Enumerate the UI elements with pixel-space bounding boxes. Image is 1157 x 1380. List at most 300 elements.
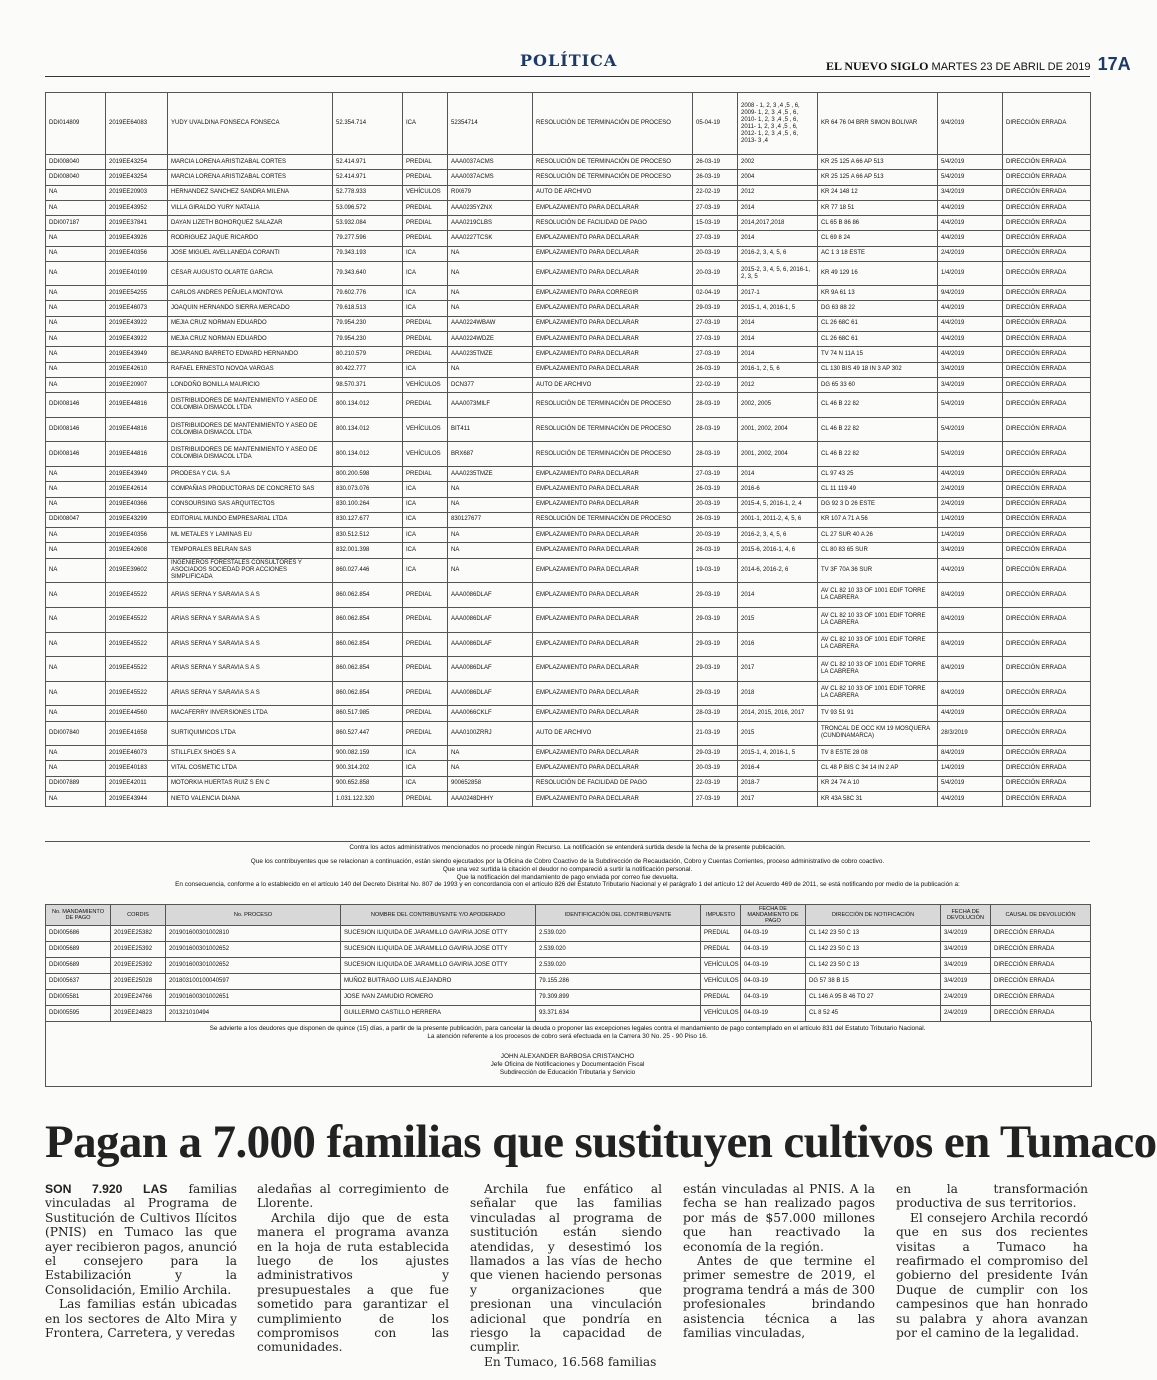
table-cell: 2.539.020 [536,926,701,942]
table-cell: AAA0086DLAF [448,607,533,632]
table-cell: 800.200.598 [333,466,403,481]
table-header-row [46,905,1091,926]
table-cell: 1/4/2019 [938,761,1003,776]
table-row [46,185,1091,200]
table-cell: NA [46,497,106,512]
table-cell: 201321010494 [166,1006,341,1022]
table-cell: AV CL 82 10 33 OF 1001 EDIF TORRE LA CABRERA [818,681,938,706]
table-cell: BEJARANO BARRETO EDWARD HERNANDO [168,347,333,362]
table-cell: STILLFLEX SHOES S A [168,746,333,761]
article-column-1 [45,1182,237,1342]
table-cell: 201901600301002652 [166,942,341,958]
table-cell: DDI014809 [46,93,106,155]
table-cell: PREDIAL [701,942,741,958]
table-cell: EMPLAZAMIENTO PARA DECLARAR [533,558,693,583]
table-cell: 2018 [738,681,818,706]
table-cell: ICA [403,512,448,527]
table-cell: NA [46,200,106,215]
table-cell: 2014 [738,316,818,331]
table-row [46,316,1091,331]
table-cell: KR 9A 61 13 [818,286,938,301]
table-cell: 8/4/2019 [938,746,1003,761]
table-cell: 2019EE43922 [106,331,168,346]
table-cell: 2019EE64083 [106,93,168,155]
table-cell: 3/4/2019 [938,185,1003,200]
table-row [46,942,1091,958]
table-cell: TEMPORALES BELRAN SAS [168,543,333,558]
table-cell: 860.062.854 [333,681,403,706]
table-cell: DIRECCIÓN ERRADA [1003,155,1091,170]
table-cell: 53.096.572 [333,200,403,215]
table-cell: EMPLAZAMIENTO PARA DECLARAR [533,316,693,331]
table-cell: BRX687 [448,442,533,467]
table-cell: TV 74 N 11A 15 [818,347,938,362]
notice-line: Que los contribuyentes que se relacionan a continuación, están siendo ejecutados por la Oficina de Cobro Coactivo de la Subdirección de Recaudación, Cobro y Cuentas Corrientes, proceso administrativo de cobro coactivo. [250,858,885,865]
table-cell: AUTO DE ARCHIVO [533,377,693,392]
page-header [0,48,1132,76]
table-cell: 20-03-19 [693,262,738,286]
table-cell: DIRECCIÓN ERRADA [1003,721,1091,746]
table-cell: 2019EE43926 [106,231,168,246]
table-cell: 2004 [738,170,818,185]
table-cell: 5/4/2019 [938,155,1003,170]
table-cell: NA [448,362,533,377]
table-cell: 79.343.640 [333,262,403,286]
table-cell: DIRECCIÓN ERRADA [1003,246,1091,261]
table-cell: RESOLUCIÓN DE TERMINACIÓN DE PROCESO [533,442,693,467]
signer-name: JOHN ALEXANDER BARBOSA CRISTANCHO [500,1053,635,1060]
table-cell: 830127677 [448,512,533,527]
table-cell: 05-04-19 [693,93,738,155]
table-cell: 2019EE25382 [111,926,166,942]
table-cell: AAA0235YZNX [448,200,533,215]
table-row [46,286,1091,301]
column-header: CAUSAL DE DEVOLUCIÓN [991,905,1091,926]
table-cell: 2019EE37841 [106,216,168,231]
table-cell: VITAL COSMETIC LTDA [168,761,333,776]
table-cell: 2014,2017,2018 [738,216,818,231]
table-cell: CARLOS ANDRES PEÑUELA MONTOYA [168,286,333,301]
table-cell: 2019EE43254 [106,170,168,185]
table-cell: VEHÍCULOS [701,1006,741,1022]
table-cell: DIRECCIÓN ERRADA [1003,231,1091,246]
table-cell: 4/4/2019 [938,200,1003,215]
table-cell: VEHÍCULOS [701,958,741,974]
table-row [46,393,1091,418]
table-cell: 3/4/2019 [938,377,1003,392]
table-cell: 79.618.513 [333,301,403,316]
notice-line: Que la notificación del mandamiento de pago enviada por correo fue devuelta. [456,873,679,881]
table-cell: 4/4/2019 [938,347,1003,362]
deadline-notice [45,1025,1090,1041]
table-cell: DCN377 [448,377,533,392]
table-cell: 15-03-19 [693,216,738,231]
no-recourse-note: Contra los actos administrativos mencionados no procede ningún Recurso. La notificación se entenderá surtida desde la fecha de la presente publicación. [45,841,1090,852]
table-cell: 2019EE25028 [111,974,166,990]
table-cell: 832.001.398 [333,543,403,558]
table-cell: 04-03-19 [741,958,806,974]
table-cell: DDI005689 [46,958,111,974]
table-cell: 28-03-19 [693,442,738,467]
table-cell: DIRECCIÓN ERRADA [991,990,1091,1006]
table-cell: 79.309.899 [536,990,701,1006]
table-row [46,990,1091,1006]
table-cell: 27-03-19 [693,466,738,481]
table-cell: AAA0086DLAF [448,632,533,657]
table-cell: MARCIA LORENA ARISTIZABAL CORTES [168,155,333,170]
table-cell: KR 24 148 12 [818,185,938,200]
table-cell: NA [46,706,106,721]
table-cell: EDITORIAL MUNDO EMPRESARIAL LTDA [168,512,333,527]
table-cell: 2014 [738,231,818,246]
table-cell: 27-03-19 [693,200,738,215]
table-cell: ICA [403,761,448,776]
table-cell: 79.602.776 [333,286,403,301]
table-cell: NA [46,231,106,246]
table-cell: 2012 [738,185,818,200]
table-cell: 29-03-19 [693,607,738,632]
table-cell: CL 11 119 49 [818,482,938,497]
enforcement-notice [45,858,1090,889]
table-cell: PREDIAL [403,607,448,632]
table-cell: EMPLAZAMIENTO PARA DECLARAR [533,347,693,362]
table-row [46,466,1091,481]
table-cell: ARIAS SERNA Y SARAVIA S A S [168,632,333,657]
table-cell: 2019EE43949 [106,347,168,362]
table-cell: NA [448,528,533,543]
table-cell: 5/4/2019 [938,776,1003,791]
table-cell: DIRECCIÓN ERRADA [991,926,1091,942]
table-cell: NA [46,316,106,331]
table-cell: EMPLAZAMIENTO PARA DECLARAR [533,583,693,608]
table-cell: SUCESION ILIQUIDA DE JARAMILLO GAVIRIA JOSE OTTY [341,942,536,958]
table-cell: ICA [403,482,448,497]
table-cell: 79.954.230 [333,331,403,346]
table-cell: RODRIGUEZ JAQUE RICARDO [168,231,333,246]
table-cell: 2019EE44816 [106,417,168,442]
table-cell: NA [448,746,533,761]
table-cell: 800.134.012 [333,393,403,418]
table-cell: 2014 [738,583,818,608]
table-cell: 26-03-19 [693,170,738,185]
table-cell: NA [46,362,106,377]
table-cell: 860.062.854 [333,657,403,682]
table-cell: 4/4/2019 [938,792,1003,807]
column-header: IDENTIFICACIÓN DEL CONTRIBUYENTE [536,905,701,926]
column-header: FECHA DE MANDAMIENTO DE PAGO [741,905,806,926]
table-row [46,442,1091,467]
table-cell: 8/4/2019 [938,632,1003,657]
table-row [46,528,1091,543]
table-cell: 2019EE39602 [106,558,168,583]
table-cell: 04-03-19 [741,974,806,990]
table-cell: DG 65 33 60 [818,377,938,392]
article-text: Antes de que termine el primer semestre de 2019, el programa tendrá a más de 300 profesionales brindando asistencia técnica a las familias vinculadas, [683,1254,875,1341]
table-cell: NIETO VALENCIA DIANA [168,792,333,807]
table-cell: DIRECCIÓN ERRADA [1003,632,1091,657]
table-cell: NA [448,286,533,301]
notifications-table [45,92,1091,807]
table-cell: 1.031.122.320 [333,792,403,807]
table-cell: DIRECCIÓN ERRADA [1003,286,1091,301]
table-cell: ARIAS SERNA Y SARAVIA S A S [168,657,333,682]
table-cell: 4/4/2019 [938,558,1003,583]
table-cell: 04-03-19 [741,990,806,1006]
table-cell: 2019EE45522 [106,657,168,682]
table-cell: 2017 [738,657,818,682]
table-cell: 93.371.634 [536,1006,701,1022]
table-cell: 29-03-19 [693,301,738,316]
table-cell: AAA0224WBAW [448,316,533,331]
page-number: 17A [1097,54,1131,74]
table-cell: DIRECCIÓN ERRADA [1003,170,1091,185]
table-cell: 2014 [738,200,818,215]
table-cell: DG 92 3 D 26 ESTE [818,497,938,512]
table-cell: ARIAS SERNA Y SARAVIA S A S [168,681,333,706]
table-row [46,362,1091,377]
table-cell: KR 24 74 A 10 [818,776,938,791]
table-cell: NA [448,301,533,316]
table-cell: 2019EE40356 [106,528,168,543]
table-cell: CL 97 43 25 [818,466,938,481]
table-cell: MOTORKIA HUERTAS RUIZ S EN C [168,776,333,791]
table-cell: 52.414.971 [333,155,403,170]
table-row [46,926,1091,942]
signer-title: Jefe Oficina de Notificaciones y Documentación Fiscal [490,1060,645,1068]
table-cell: KR 25 125 A 66 AP 513 [818,170,938,185]
table-row [46,657,1091,682]
table-cell: NA [46,286,106,301]
table-cell: 900.314.202 [333,761,403,776]
table-cell: 3/4/2019 [941,974,991,990]
table-cell: 4/4/2019 [938,231,1003,246]
table-cell: 52.778.933 [333,185,403,200]
table-cell: 860.062.854 [333,607,403,632]
paper-info [826,54,1131,75]
table-cell: 22-03-19 [693,776,738,791]
table-cell: ICA [403,262,448,286]
table-cell: 2019EE54255 [106,286,168,301]
table-cell: EMPLAZAMIENTO PARA DECLARAR [533,262,693,286]
table-row [46,155,1091,170]
table-cell: 27-03-19 [693,316,738,331]
table-cell: 2001-1, 2011-2, 4, 5, 6 [738,512,818,527]
table-cell: 2017 [738,792,818,807]
table-cell: DDI008146 [46,442,106,467]
table-cell: 2019EE44816 [106,393,168,418]
table-cell: CL 46 B 22 82 [818,393,938,418]
table-cell: RESOLUCIÓN DE TERMINACIÓN DE PROCESO [533,170,693,185]
table-cell: DDI007889 [46,776,106,791]
table-cell: PREDIAL [403,155,448,170]
table-cell: 2.539.020 [536,942,701,958]
table-cell: AAA0224WDZE [448,331,533,346]
table-cell: DIRECCIÓN ERRADA [1003,792,1091,807]
table-cell: 1/4/2019 [938,528,1003,543]
table-cell: 2/4/2019 [938,497,1003,512]
table-cell: 29-03-19 [693,657,738,682]
table-cell: 22-02-19 [693,185,738,200]
table-cell: DIRECCIÓN ERRADA [1003,216,1091,231]
article-lead: SON 7.920 LAS [45,1182,168,1196]
table-cell: 860.027.446 [333,558,403,583]
table-cell: PREDIAL [403,706,448,721]
table-cell: 8/4/2019 [938,681,1003,706]
table-cell: AV CL 82 10 33 OF 1001 EDIF TORRE LA CABRERA [818,607,938,632]
table-cell: JOAQUIN HERNANDO SIERRA MERCADO [168,301,333,316]
table-cell: 19-03-19 [693,558,738,583]
table-cell: 04-03-19 [741,1006,806,1022]
table-cell: EMPLAZAMIENTO PARA DECLARAR [533,792,693,807]
table-cell: NA [46,681,106,706]
table-cell: DIRECCIÓN ERRADA [1003,497,1091,512]
table-cell: CL 80 83 65 SUR [818,543,938,558]
table-cell: DIRECCIÓN ERRADA [1003,746,1091,761]
table-cell: 28-03-19 [693,706,738,721]
table-cell: 27-03-19 [693,331,738,346]
table-cell: BIT411 [448,417,533,442]
table-cell: 830.127.677 [333,512,403,527]
table-cell: KR 107 A 71 A 56 [818,512,938,527]
table-cell: CL 48 P BIS C 34 14 IN 2 AP [818,761,938,776]
table-cell: ICA [403,558,448,583]
table-cell: 2019EE43944 [106,792,168,807]
table-cell: 2015-1, 4, 2016-1, 5 [738,746,818,761]
table-cell: 21-03-19 [693,721,738,746]
table-cell: GUILLERMO CASTILLO HERRERA [341,1006,536,1022]
table-cell: 860.062.854 [333,632,403,657]
table-cell: NA [46,347,106,362]
table-cell: NA [46,331,106,346]
table-cell: 2019EE45522 [106,632,168,657]
table-cell: DIRECCIÓN ERRADA [1003,93,1091,155]
table-row [46,417,1091,442]
table-cell: 22-02-19 [693,377,738,392]
table-cell: RESOLUCIÓN DE TERMINACIÓN DE PROCESO [533,93,693,155]
table-row [46,93,1091,155]
table-cell: 2014 [738,331,818,346]
table-cell: ICA [403,776,448,791]
table-cell: DIRECCIÓN ERRADA [1003,657,1091,682]
table-cell: 2019EE40366 [106,497,168,512]
table-cell: KR 25 125 A 66 AP 513 [818,155,938,170]
table-row [46,200,1091,215]
table-cell: 2019EE25392 [111,942,166,958]
table-cell: PREDIAL [403,347,448,362]
table-cell: 201803100100040597 [166,974,341,990]
table-cell: VEHÍCULOS [403,442,448,467]
table-cell: 29-03-19 [693,681,738,706]
table-cell: NA [46,377,106,392]
table-cell: 20-03-19 [693,497,738,512]
table-cell: 02-04-19 [693,286,738,301]
table-cell: 2/4/2019 [938,246,1003,261]
table-cell: 1/4/2019 [938,262,1003,286]
table-cell: DAYAN LIZETH BOHORQUEZ SALAZAR [168,216,333,231]
table-cell: DIRECCIÓN ERRADA [1003,393,1091,418]
table-cell: EMPLAZAMIENTO PARA DECLARAR [533,482,693,497]
signature-block [45,1053,1090,1076]
table-cell: DDI008040 [46,170,106,185]
table-cell: DIRECCIÓN ERRADA [1003,543,1091,558]
table-cell: DIRECCIÓN ERRADA [1003,347,1091,362]
paper-name: EL NUEVO SIGLO [826,59,929,73]
table-cell: 2019EE43254 [106,155,168,170]
table-cell: PREDIAL [701,990,741,1006]
column-header: IMPUESTO [701,905,741,926]
table-cell: 2/4/2019 [941,990,991,1006]
table-cell: AAA0235TMZE [448,347,533,362]
table-cell: AAA0073MILF [448,393,533,418]
table-cell: JOSE IVAN ZAMUDIO ROMERO [341,990,536,1006]
table-cell: VILLA GIRALDO YURY NATALIA [168,200,333,215]
table-cell: 52354714 [448,93,533,155]
table-cell: 20-03-19 [693,528,738,543]
table-cell: DDI008146 [46,393,106,418]
table-cell: PREDIAL [403,792,448,807]
table-cell: 800.134.012 [333,417,403,442]
table-cell: NA [448,558,533,583]
table-cell: 2016-6 [738,482,818,497]
table-cell: DIRECCIÓN ERRADA [1003,681,1091,706]
table-cell: PREDIAL [403,170,448,185]
table-cell: 2015 [738,721,818,746]
table-cell: DIRECCIÓN ERRADA [1003,262,1091,286]
table-cell: 2017-1 [738,286,818,301]
table-cell: 5/4/2019 [938,393,1003,418]
notice-line: Que una vez surtida la citación el deudor no compareció a surtir la notificación personal. [442,865,693,873]
table-cell: NA [448,482,533,497]
table-cell: CL 142 23 50 C 13 [806,942,941,958]
table-cell: ICA [403,528,448,543]
table-cell: 860.527.447 [333,721,403,746]
table-cell: DIRECCIÓN ERRADA [1003,301,1091,316]
table-cell: 2015-1, 4, 2016-1, 5 [738,301,818,316]
table-cell: 900.652.858 [333,776,403,791]
table-cell: DIRECCIÓN ERRADA [1003,706,1091,721]
table-cell: AAA0037ACMS [448,170,533,185]
table-row [46,497,1091,512]
table-cell: 3/4/2019 [941,942,991,958]
table-cell: EMPLAZAMIENTO PARA DECLARAR [533,246,693,261]
table-row [46,974,1091,990]
table-cell: DIRECCIÓN ERRADA [1003,558,1091,583]
table-cell: 2019EE20907 [106,377,168,392]
table-cell: 29-03-19 [693,583,738,608]
table-cell: 2019EE45522 [106,583,168,608]
table-cell: 2019EE40183 [106,761,168,776]
table-cell: DIRECCIÓN ERRADA [1003,316,1091,331]
table-cell: DIRECCIÓN ERRADA [1003,466,1091,481]
table-cell: RESOLUCIÓN DE FACILIDAD DE PAGO [533,216,693,231]
table-cell: MARCIA LORENA ARISTIZABAL CORTES [168,170,333,185]
table-cell: DG 57 38 B 15 [806,974,941,990]
table-cell: DDI007187 [46,216,106,231]
table-cell: 28-03-19 [693,393,738,418]
table-cell: DDI008047 [46,512,106,527]
table-cell: TV 8 ESTE 28 08 [818,746,938,761]
table-cell: CL 26 68C 61 [818,331,938,346]
table-cell: DIRECCIÓN ERRADA [1003,331,1091,346]
table-cell: MEJIA CRUZ NORMAN EDUARDO [168,316,333,331]
table-cell: KR 49 129 16 [818,262,938,286]
table-cell: NA [448,246,533,261]
table-cell: 2015-2, 3, 4, 5, 6, 2016-1, 2, 3, 5 [738,262,818,286]
table-cell: 830.512.512 [333,528,403,543]
table-cell: NA [46,607,106,632]
table-cell: EMPLAZAMIENTO PARA DECLARAR [533,528,693,543]
table-cell: 5/4/2019 [938,442,1003,467]
